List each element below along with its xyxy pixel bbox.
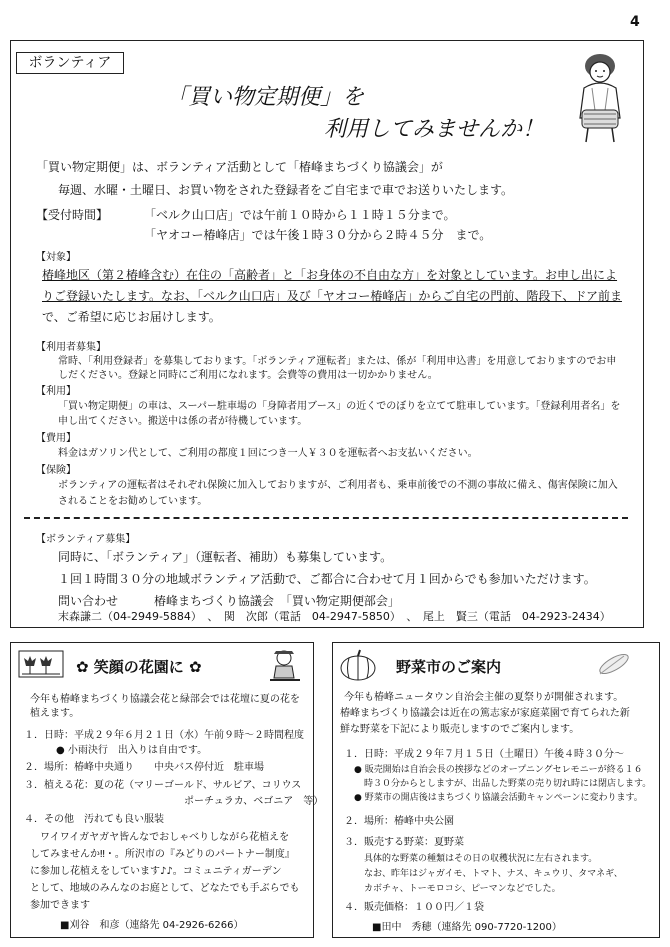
use-label: 【利用】 (36, 386, 76, 397)
users-line-1: 常時、「利用登録者」を募集しております。「ボランティア運転者」または、係が「利用申込書」を用意しておりますのでお申 (58, 356, 617, 367)
insurance-label: 【保険】 (36, 465, 76, 476)
veg-note-2-text: 野菜市の開店後はまちづくり協議会活動キャンペーンに変わります。 (364, 793, 643, 803)
veg-contact: ■田中 秀穂（連絡先 090-7720-1200） (372, 922, 562, 933)
flower-section-title: 笑顔の花園に (93, 658, 184, 676)
veg-date: １．日時：平成２９年７月１５日（土曜日）午後４時３０分～ (344, 749, 624, 760)
fee-line-1: 料金はガソリン代として、ご利用の都度１回につき一人￥３０を運転者へお支払いください。 (58, 448, 478, 459)
flower-para-2: してみませんか‼・。所沢市の『みどりのパートナー制度』 (30, 849, 295, 860)
flower-intro-2: 植えます。 (30, 708, 80, 719)
pumpkin-icon (338, 648, 378, 682)
flower-intro-1: 今年も椿峰まちづくり協議会花と緑部会では花壇に夏の花を (30, 694, 300, 705)
fee-label: 【費用】 (36, 433, 76, 444)
gardener-icon (264, 648, 306, 684)
insurance-line-1: ボランティアの運転者はそれぞれ保険に加入しておりますが、ご利用者も、乗車前後での不測の事故に備え、傷害保険に加入 (58, 480, 618, 491)
use-line-1: 「買い物定期便」の車は、スーパー駐車場の「身障者用ブース」の近くでのぼりを立てて駐車しています。「登録利用者名」を (58, 401, 621, 412)
article-title-line2: 利用してみませんか！ (324, 117, 545, 142)
flower-para-5: 参加できます (30, 900, 90, 911)
reception-line-1: 「ベルク山口店」では午前１０時から１１時１５分まで。 (144, 208, 456, 222)
target-line-1: 椿峰地区（第２椿峰含む）在住の「高齢者」と「お身体の不自由な方」を対象としています。お申し出によ (42, 268, 618, 282)
veg-note-1b: 時３０分からとしますが、出品した野菜の売り切れ時には閉店します。 (364, 779, 652, 789)
veg-note-2: ● 野菜市の開店後はまちづくり協議会活動キャンペーンに変わります。 (354, 793, 643, 803)
insurance-line-2: されることをお勧めしています。 (58, 496, 208, 507)
veg-intro-3: 鮮な野菜を下記により販売しますのでご案内します。 (340, 724, 580, 735)
dashed-divider (24, 517, 628, 519)
target-label: 【対象】 (36, 252, 76, 263)
veg-price: ４．販売価格：１００円／１袋 (344, 902, 484, 913)
flower-para-4: として、地域のみんなのお庭として、どなたでも手ぶらでも (30, 883, 300, 894)
users-label: 【利用者募集】 (36, 342, 106, 353)
flower-deco-icon: ✿ (76, 658, 94, 676)
recruit-line-1: 同時に、「ボランティア」（運転者、補助）も募集しています。 (58, 550, 393, 564)
flower-contact: ■刈谷 和彦（連絡先 04-2926-6266） (60, 920, 244, 931)
veg-place: ２．場所：椿峰中央公園 (344, 816, 454, 827)
flower-title-area (76, 656, 202, 677)
intro-line-2: 毎週、水曜・土曜日、お買い物をされた登録者をご自宅まで車でお送りいたします。 (58, 183, 514, 197)
flower-rain-text: 小雨決行 出入りは自由です。 (67, 745, 208, 756)
veg-detail-3: カボチャ、トーモロコシ、ピーマンなどでした。 (364, 884, 561, 894)
veg-note-1a: 販売開始は自治会長の挨拶などのオープニングセレモニーが終る１６ (364, 765, 643, 775)
flower-plants-2: ポーチュラカ、ベゴニア 等） (184, 796, 324, 807)
target-line-2: りご登録いたします。なお、「ベルク山口店」及び「ヤオコー椿峰店」からご自宅の門前、階段下、ドア前ま (42, 289, 622, 303)
shopper-illustration (562, 48, 640, 144)
flower-deco-icon-2: ✿ (183, 658, 202, 676)
flower-rain: ● 小雨決行 出入りは自由です。 (56, 745, 208, 756)
tulip-icon (18, 650, 64, 678)
veg-intro-1: 今年も椿峰ニュータウン自治会主催の夏祭りが開催されます。 (344, 692, 624, 703)
section-tag: ボランティア (16, 52, 124, 74)
veg-note-1: ● 販売開始は自治会長の挨拶などのオープニングセレモニーが終る１６ (354, 765, 643, 775)
contact-line-2: 末森謙二（04-2949-5884） 、 関 次郎（電話 04-2947-5850） 、 尾上 賢三（電話 04-2923-2434） (58, 610, 611, 623)
veg-intro-2: 椿峰まちづくり協議会は近在の篤志家が家庭菜園で育てられた新 (340, 708, 630, 719)
users-line-2: しだください。登録と同時にご利用になれます。会費等の費用は一切かかりません。 (58, 370, 438, 381)
article-title: 「買い物定期便」を (166, 85, 365, 110)
corn-icon (590, 648, 634, 682)
recruit-line-2: １回１時間３０分の地域ボランティア活動で、ご都合に合わせて月１回からでも参加いただけます。 (58, 572, 596, 586)
recruit-label: 【ボランティア募集】 (36, 534, 136, 545)
contact-line-1: 問い合わせ 椿峰まちづくり協議会 「買い物定期便部会」 (58, 594, 400, 608)
veg-section-title: 野菜市のご案内 (396, 658, 502, 676)
flower-plants-1: ３．植える花：夏の花（マリーゴールド、サルビア、コリウス (24, 780, 302, 791)
flower-para-3: に参加し花植えをしています♪♪。コミュニティガーデン (30, 866, 282, 877)
target-line-3: で、ご希望に応じお届けします。 (42, 310, 221, 324)
flower-date: １．日時：平成２９年６月２１日（水）午前９時～２時間程度 (24, 730, 304, 741)
page-number: 4 (630, 14, 640, 30)
veg-detail-1: 具体的な野菜の種類はその日の収穫状況に左右されます。 (364, 854, 598, 864)
veg-items: ３．販売する野菜：夏野菜 (344, 837, 464, 848)
flower-para-1: ワイワイガヤガヤ皆んなでおしゃべりしながら花植えを (40, 832, 290, 843)
flower-other: ４．その他 汚れても良い服装 (24, 814, 164, 825)
intro-line-1: 「買い物定期便」は、ボランティア活動として「椿峰まちづくり協議会」が (36, 160, 443, 174)
veg-detail-2: なお、昨年はジャガイモ、トマト、ナス、キュウリ、タマネギ、 (364, 869, 623, 879)
flower-place: ２．場所：椿峰中央通り 中央バス停付近 駐車場 (24, 762, 264, 773)
reception-label: 【受付時間】 (36, 208, 109, 222)
reception-line-2: 「ヤオコー椿峰店」では午後１時３０分から２時４５分 まで。 (144, 228, 492, 242)
use-line-2: 申し出てください。搬送中は係の者が待機しています。 (58, 416, 308, 427)
